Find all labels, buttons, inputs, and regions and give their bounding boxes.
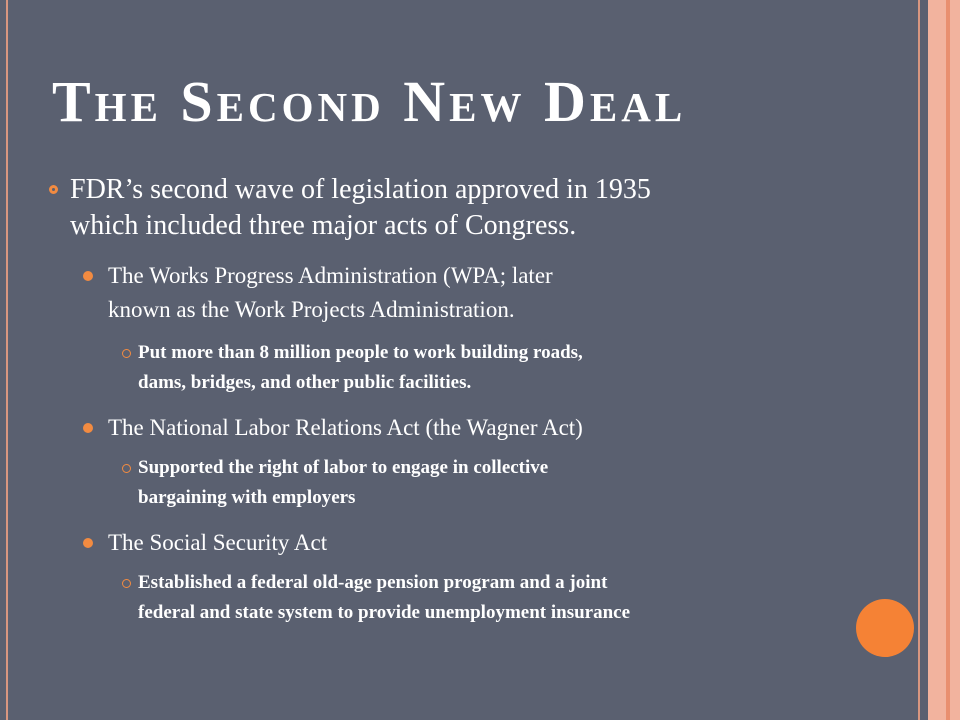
bullet-line: dams, bridges, and other public facilities. (138, 372, 472, 393)
bullet-line: Supported the right of labor to engage in collective (138, 457, 549, 478)
bullet-marker-icon (122, 349, 131, 358)
bullet-line: FDR’s second wave of legislation approved in 1935 (70, 174, 651, 205)
slide-title: The Second New Deal (52, 69, 687, 134)
bullet-line: federal and state system to provide unemployment insurance (138, 602, 631, 623)
bullet-marker-icon (122, 579, 131, 588)
bullet-marker-icon (83, 538, 93, 548)
bullet-line: Put more than 8 million people to work building roads, (138, 342, 583, 363)
bullet-item-level-3 (138, 453, 548, 513)
orange-circle-decoration (856, 599, 914, 657)
bullet-marker-icon (122, 464, 131, 473)
bullet-marker-icon (83, 423, 93, 433)
bullet-line: The Works Progress Administration (WPA; later (108, 263, 553, 288)
bullet-item-level-1 (70, 172, 651, 244)
bullet-item-level-3 (138, 338, 583, 398)
bullet-item-level-2 (108, 259, 553, 327)
bullet-item-level-2 (108, 411, 583, 445)
bullet-marker-icon (83, 271, 93, 281)
bullet-line: known as the Work Projects Administration. (108, 297, 515, 322)
bullet-marker-icon (49, 185, 58, 194)
bullet-line: The Social Security Act (108, 530, 328, 555)
bullet-line: bargaining with employers (138, 487, 356, 508)
bullet-item-level-3 (138, 568, 630, 628)
bullet-line: Established a federal old-age pension program and a joint (138, 572, 608, 593)
bullet-line: The National Labor Relations Act (the Wagner Act) (108, 415, 583, 440)
bullet-line: which included three major acts of Congress. (70, 210, 577, 241)
bullet-item-level-2 (108, 526, 327, 560)
